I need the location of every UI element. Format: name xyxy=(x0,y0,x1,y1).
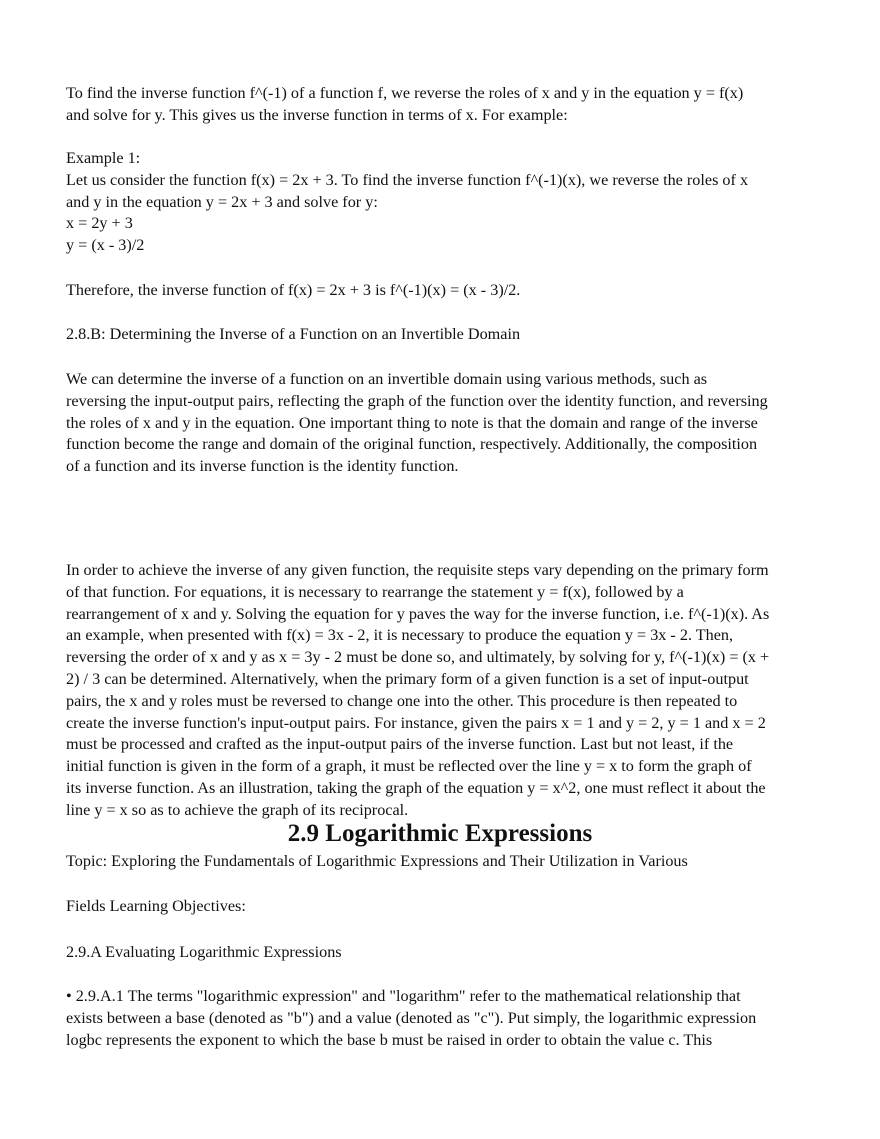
section-title: 2.8.B: Determining the Inverse of a Function on an Invertible Domain xyxy=(66,325,521,343)
text-line: of a function and its inverse function is the identity function. xyxy=(66,457,459,476)
text-line: line y = x so as to achieve the graph of its reciprocal. xyxy=(66,800,409,819)
section-title: 2.9.A Evaluating Logarithmic Expressions xyxy=(66,943,342,961)
bullet-2-9-a-1 xyxy=(66,986,826,1051)
text-line: must be processed and crafted as the input-output pairs of the inverse function. Last but not least, if the xyxy=(66,735,734,754)
text-line: reversing the order of x and y as x = 3y - 2 must be done so, and ultimately, by solving for y, f^(-1)(x) = (x + xyxy=(66,648,770,667)
text-line: In order to achieve the inverse of any given function, the requisite steps vary depending on the primary form xyxy=(66,561,769,579)
chapter-heading: 2.9 Logarithmic Expressions xyxy=(287,820,593,847)
intro-paragraph xyxy=(66,83,826,127)
text-line: reversing the input-output pairs, reflecting the graph of the function over the identity function, and reversing xyxy=(66,391,768,410)
section-heading-2-8-b xyxy=(66,324,826,346)
topic-line xyxy=(66,851,826,873)
text-line: 2) / 3 can be determined. Alternatively, when the primary form of a given function is a set of input-output xyxy=(66,669,749,688)
equation-line: y = (x - 3)/2 xyxy=(66,236,145,255)
text-line: and solve for y. This gives us the inverse function in terms of x. For example: xyxy=(66,105,568,124)
text-line: To find the inverse function f^(-1) of a function f, we reverse the roles of x and y in the equation y = f(x) xyxy=(66,84,744,102)
text-line: function become the range and domain of the original function, respectively. Additionally, the composition xyxy=(66,435,758,454)
example-label: Example 1: xyxy=(66,149,141,167)
fields-line xyxy=(66,896,826,918)
text-line: Therefore, the inverse function of f(x) = 2x + 3 is f^(-1)(x) = (x - 3)/2. xyxy=(66,281,521,299)
text-line: logbc represents the exponent to which the base b must be raised in order to obtain the value c. This xyxy=(66,1030,713,1049)
steps-paragraph xyxy=(66,560,826,822)
text-line: of that function. For equations, it is necessary to rearrange the statement y = f(x), followed by a xyxy=(66,582,684,601)
text-line: rearrangement of x and y. Solving the equation for y paves the way for the inverse function, i.e. f^(-1)(x). As xyxy=(66,604,770,623)
text-line: We can determine the inverse of a function on an invertible domain using various methods, such as xyxy=(66,370,708,388)
text-line: exists between a base (denoted as "b") and a value (denoted as "c"). Put simply, the logarithmic expression xyxy=(66,1008,757,1027)
text-line: and y in the equation y = 2x + 3 and solve for y: xyxy=(66,192,378,211)
text-line: pairs, the x and y roles must be reversed to change one into the other. This procedure is then repeated to xyxy=(66,691,738,710)
text-line: Let us consider the function f(x) = 2x + 3. To find the inverse function f^(-1)(x), we reverse the roles of x xyxy=(66,170,749,189)
text-line: an example, when presented with f(x) = 3x - 2, it is necessary to produce the equation y = 3x - 2. Then, xyxy=(66,626,734,645)
text-line: • 2.9.A.1 The terms "logarithmic expression" and "logarithm" refer to the mathematical relationship that xyxy=(66,987,741,1005)
text-line: initial function is given in the form of a graph, it must be reflected over the line y = x to form the graph of xyxy=(66,757,752,776)
equation-line: x = 2y + 3 xyxy=(66,214,133,233)
text-line: its inverse function. As an illustration, taking the graph of the equation y = x^2, one must reflect it about the xyxy=(66,778,766,797)
text-line: the roles of x and y in the equation. One important thing to note is that the domain and range of the inverse xyxy=(66,413,758,432)
therefore-paragraph xyxy=(66,280,826,302)
text-line: Fields Learning Objectives: xyxy=(66,897,246,915)
text-line: create the inverse function's input-output pairs. For instance, given the pairs x = 1 and y = 2, y = 1 and x = 2 xyxy=(66,713,766,732)
text-line: Topic: Exploring the Fundamentals of Logarithmic Expressions and Their Utilization in Various xyxy=(66,852,688,870)
methods-paragraph xyxy=(66,369,826,478)
example-1 xyxy=(66,148,826,257)
section-heading-2-9-a xyxy=(66,942,826,964)
